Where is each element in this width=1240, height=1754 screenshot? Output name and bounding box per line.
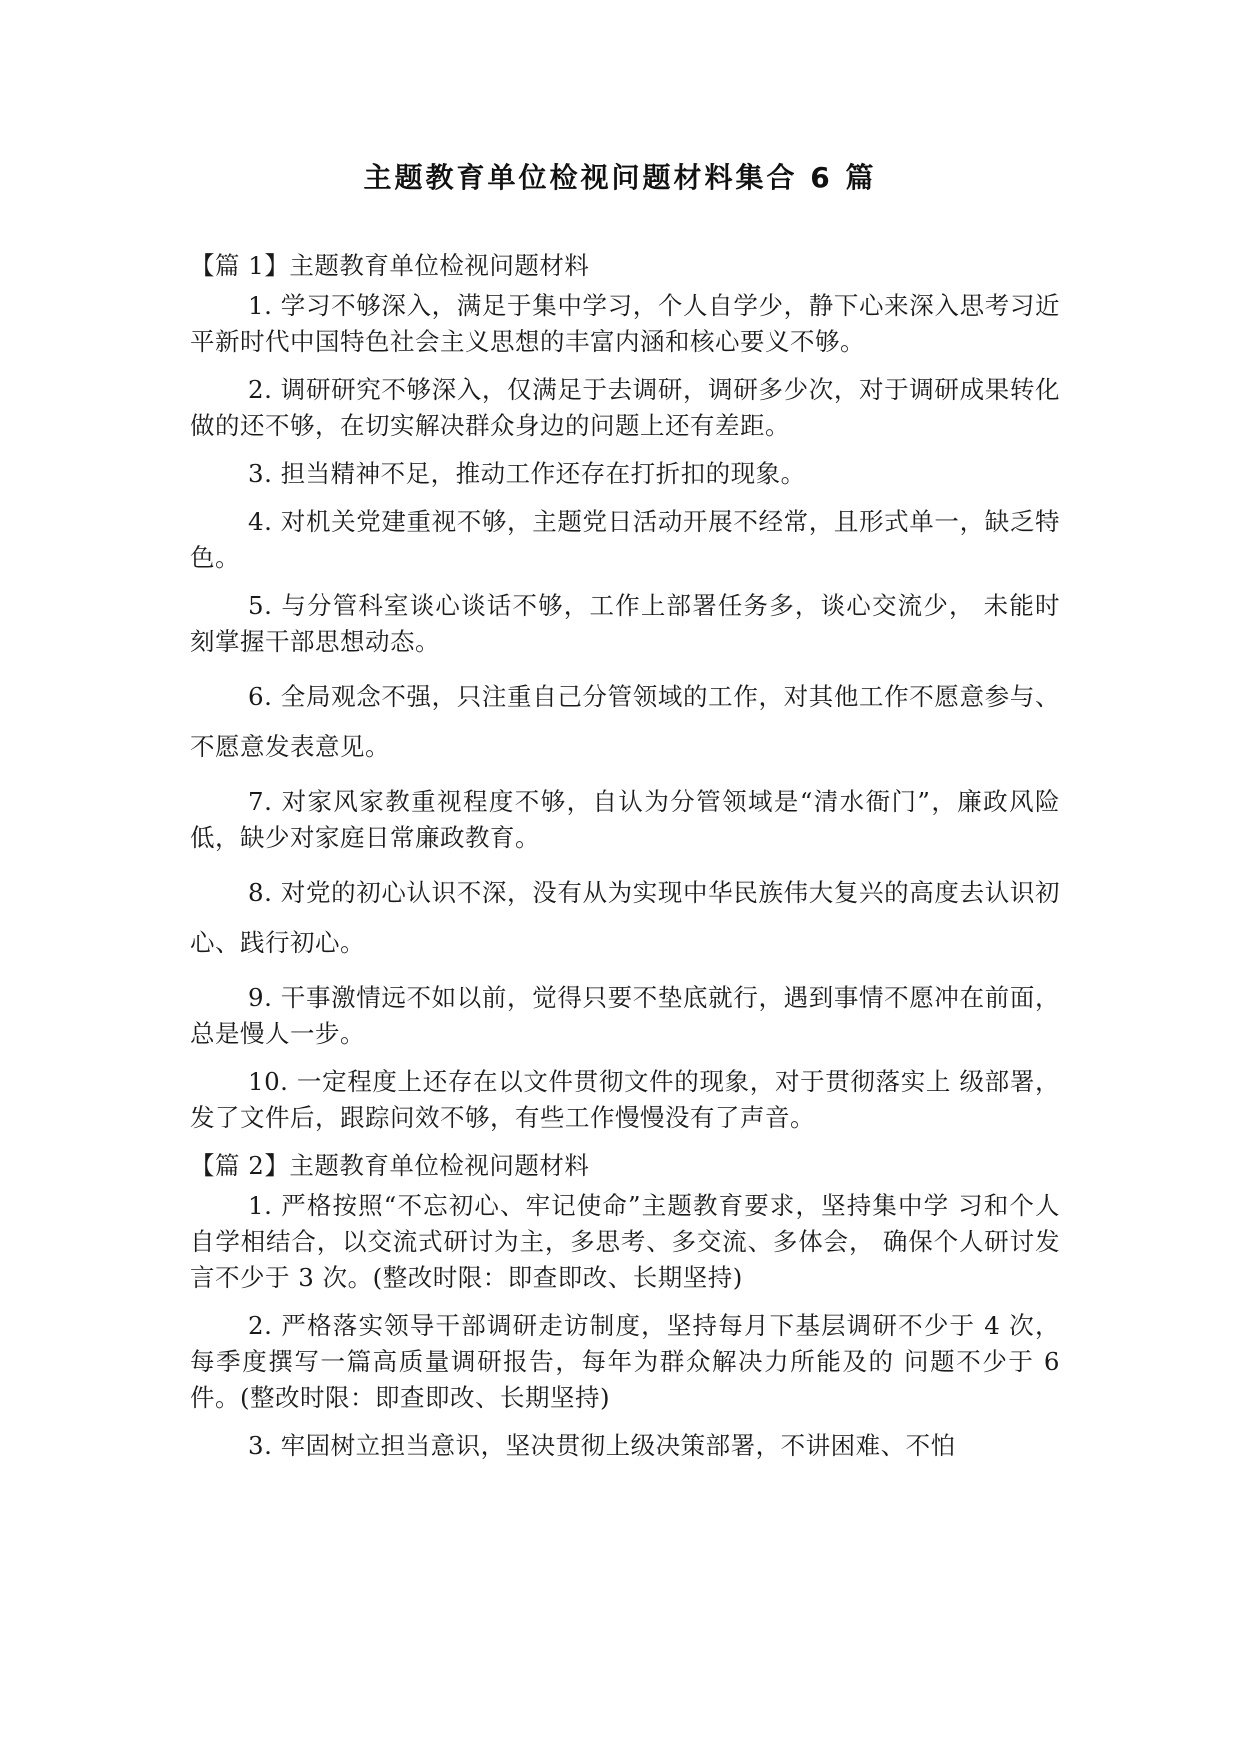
list-item: 1. 严格按照“不忘初心、牢记使命”主题教育要求，坚持集中学 习和个人自学相结合，以交流式研讨为主，多思考、多交流、多体会， 确保个人研讨发言不少于 3 次。(整改时限：即查即改、长期坚持) (190, 1191, 1060, 1292)
list-item: 8. 对党的初心认识不深，没有从为实现中华民族伟大复兴的高度去认识初心、践行初心。 (190, 878, 1060, 957)
section-heading: 【篇 1】主题教育单位检视问题材料 (190, 251, 590, 280)
list-item: 2. 调研研究不够深入，仅满足于去调研，调研多少次，对于调研成果转化做的还不够，在切实解决群众身边的问题上还有差距。 (190, 375, 1060, 440)
section-heading: 【篇 2】主题教育单位检视问题材料 (190, 1151, 590, 1180)
list-item: 10. 一定程度上还存在以文件贯彻文件的现象，对于贯彻落实上 级部署，发了文件后，跟踪问效不够，有些工作慢慢没有了声音。 (190, 1067, 1060, 1132)
list-item: 6. 全局观念不强，只注重自己分管领域的工作，对其他工作不愿意参与、不愿意发表意见。 (190, 682, 1060, 761)
list-item: 4. 对机关党建重视不够，主题党日活动开展不经常，且形式单一，缺乏特色。 (190, 507, 1060, 572)
list-item: 1. 学习不够深入，满足于集中学习，个人自学少，静下心来深入思考习近平新时代中国特色社会主义思想的丰富内涵和核心要义不够。 (190, 291, 1060, 356)
document-body (190, 248, 1060, 1476)
list-item: 7. 对家风家教重视程度不够，自认为分管领域是“清水衙门”，廉政风险低，缺少对家庭日常廉政教育。 (190, 787, 1060, 852)
document-title: 主题教育单位检视问题材料集合 6 篇 (363, 161, 877, 194)
list-item: 3. 担当精神不足，推动工作还存在打折扣的现象。 (248, 459, 806, 488)
list-item: 2. 严格落实领导干部调研走访制度，坚持每月下基层调研不少于 4 次，每季度撰写一篇高质量调研报告，每年为群众解决力所能及的 问题不少于 6 件。(整改时限：即查即改、长期坚持) (190, 1311, 1060, 1412)
list-item: 5. 与分管科室谈心谈话不够，工作上部署任务多，谈心交流少， 未能时刻掌握干部思想动态。 (190, 591, 1060, 656)
list-item: 9. 干事激情远不如以前，觉得只要不垫底就行，遇到事情不愿冲在前面，总是慢人一步。 (190, 983, 1060, 1048)
list-item: 3. 牢固树立担当意识，坚决贯彻上级决策部署，不讲困难、不怕 (248, 1431, 956, 1460)
